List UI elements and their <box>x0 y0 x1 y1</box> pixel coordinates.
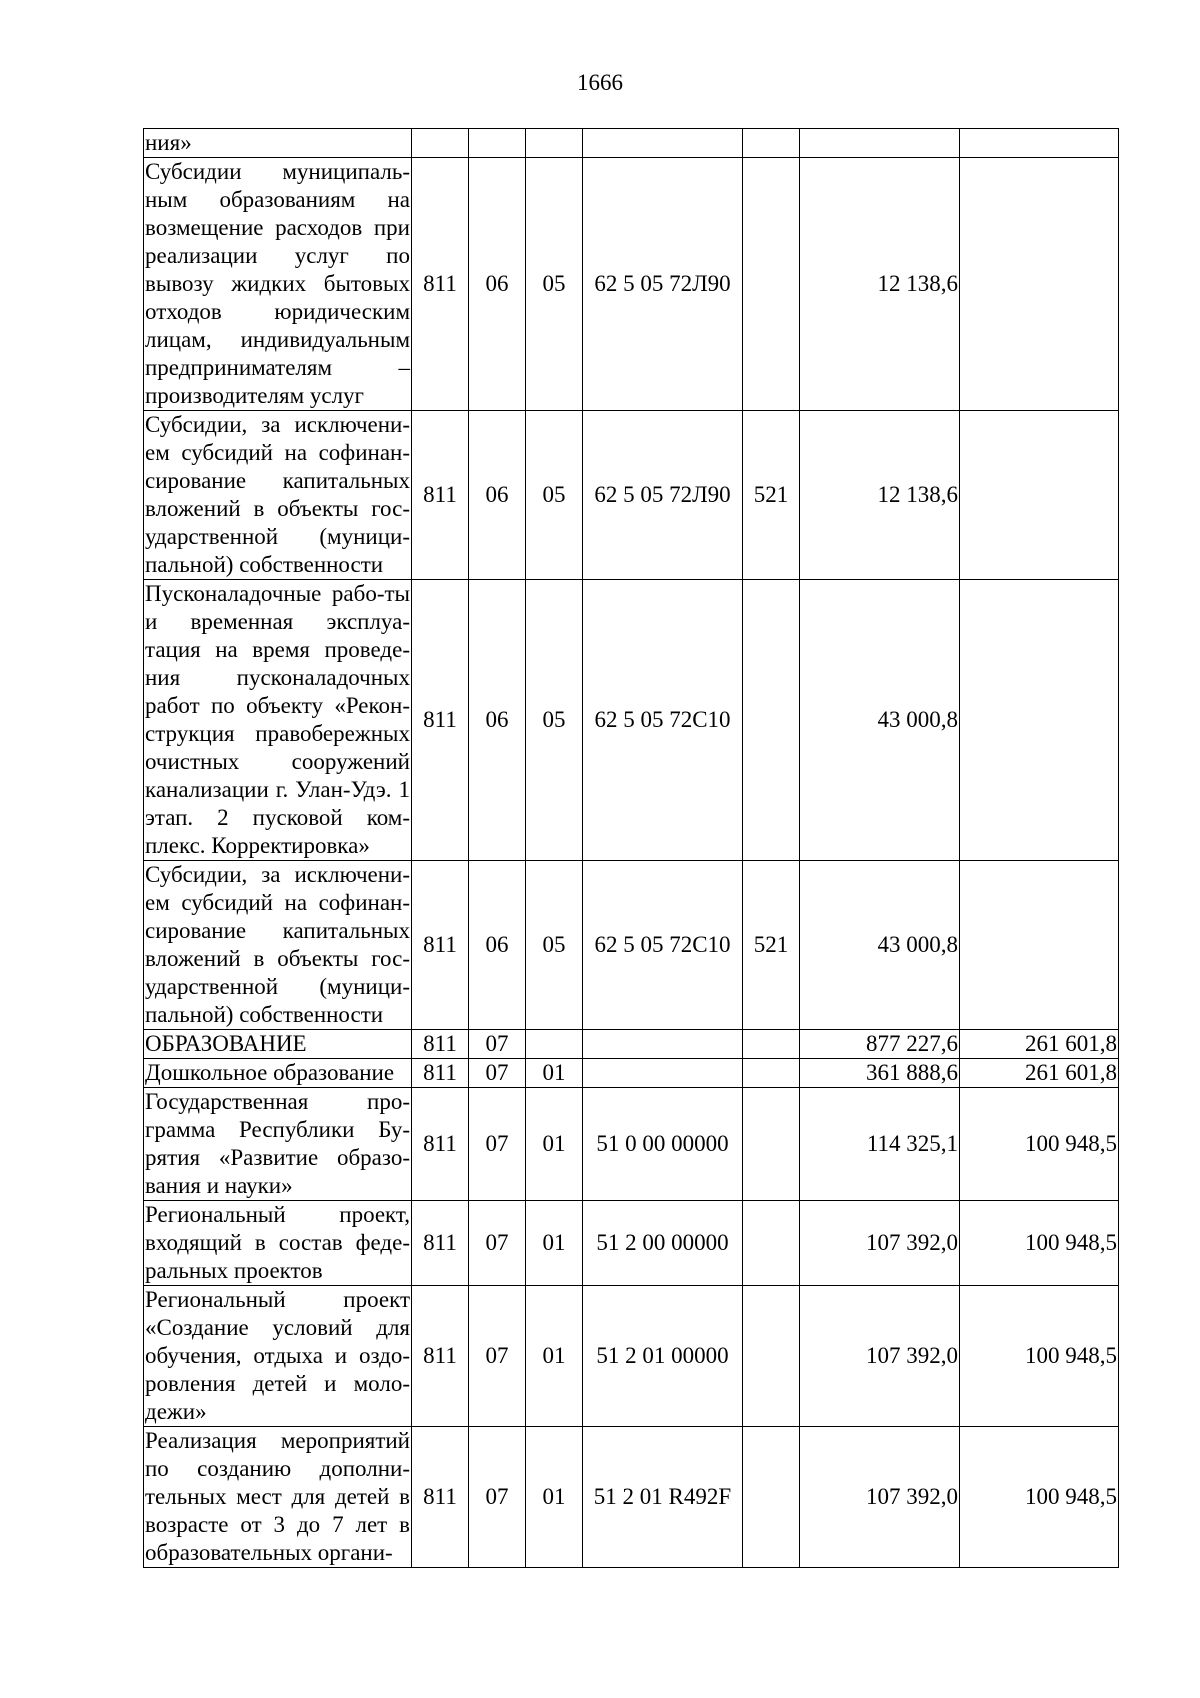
table-row <box>144 580 1119 861</box>
row-amount-1: 107 392,0 <box>800 1286 960 1427</box>
row-amount-2 <box>960 411 1119 580</box>
table-row <box>144 1030 1119 1059</box>
row-target-article: 51 2 01 00000 <box>583 1286 743 1427</box>
row-section-code: 06 <box>469 411 526 580</box>
row-section-code: 06 <box>469 861 526 1030</box>
row-ved-code: 811 <box>412 1286 469 1427</box>
table-row <box>144 158 1119 411</box>
table-row <box>144 1059 1119 1088</box>
row-subsection-code: 05 <box>526 411 583 580</box>
table-row <box>144 411 1119 580</box>
budget-table <box>143 128 1119 1568</box>
row-expense-type <box>743 129 800 158</box>
row-ved-code: 811 <box>412 1427 469 1568</box>
row-amount-2: 261 601,8 <box>960 1030 1119 1059</box>
table-row <box>144 1201 1119 1286</box>
row-amount-1: 12 138,6 <box>800 158 960 411</box>
table-body <box>144 129 1119 1568</box>
row-amount-1: 107 392,0 <box>800 1201 960 1286</box>
row-amount-1: 361 888,6 <box>800 1059 960 1088</box>
row-target-article: 62 5 05 72С10 <box>583 580 743 861</box>
row-ved-code: 811 <box>412 1088 469 1201</box>
row-amount-2 <box>960 861 1119 1030</box>
row-expense-type <box>743 1286 800 1427</box>
row-name: Субсидии муниципаль-ным образованиям на возмещение расходов при реализации услуг по вывозу жидких бытовых отходов юридическим лицам, индивидуальным предпринимателям – производителям услуг <box>144 158 412 411</box>
row-target-article: 62 5 05 72С10 <box>583 861 743 1030</box>
row-expense-type: 521 <box>743 411 800 580</box>
row-amount-2: 100 948,5 <box>960 1088 1119 1201</box>
row-expense-type <box>743 1201 800 1286</box>
row-amount-2: 100 948,5 <box>960 1286 1119 1427</box>
row-name: ния» <box>144 129 412 158</box>
row-target-article <box>583 129 743 158</box>
row-subsection-code: 01 <box>526 1059 583 1088</box>
row-name: Дошкольное образование <box>144 1059 412 1088</box>
row-section-code <box>469 129 526 158</box>
page-number: 1666 <box>577 70 623 95</box>
row-name: Субсидии, за исключени-ем субсидий на софинан-сирование капитальных вложений в объекты гос-ударственной (муници-пальной) собственности <box>144 861 412 1030</box>
row-amount-2 <box>960 158 1119 411</box>
row-target-article: 51 2 01 R492F <box>583 1427 743 1568</box>
row-subsection-code: 05 <box>526 158 583 411</box>
row-expense-type <box>743 1030 800 1059</box>
row-target-article <box>583 1059 743 1088</box>
row-ved-code: 811 <box>412 1201 469 1286</box>
row-ved-code: 811 <box>412 1030 469 1059</box>
row-subsection-code: 05 <box>526 861 583 1030</box>
row-target-article: 62 5 05 72Л90 <box>583 411 743 580</box>
row-subsection-code <box>526 1030 583 1059</box>
row-name: ОБРАЗОВАНИЕ <box>144 1030 412 1059</box>
table-row <box>144 129 1119 158</box>
row-expense-type <box>743 1088 800 1201</box>
row-amount-1: 43 000,8 <box>800 580 960 861</box>
row-subsection-code <box>526 129 583 158</box>
row-subsection-code: 05 <box>526 580 583 861</box>
row-expense-type <box>743 1427 800 1568</box>
row-ved-code: 811 <box>412 580 469 861</box>
row-section-code: 06 <box>469 580 526 861</box>
row-section-code: 07 <box>469 1030 526 1059</box>
row-amount-1 <box>800 129 960 158</box>
row-expense-type <box>743 158 800 411</box>
row-expense-type: 521 <box>743 861 800 1030</box>
table-row <box>144 861 1119 1030</box>
row-ved-code: 811 <box>412 861 469 1030</box>
row-ved-code: 811 <box>412 1059 469 1088</box>
row-amount-2 <box>960 129 1119 158</box>
row-amount-2: 100 948,5 <box>960 1427 1119 1568</box>
row-ved-code: 811 <box>412 158 469 411</box>
table-row <box>144 1286 1119 1427</box>
row-expense-type <box>743 1059 800 1088</box>
table-row <box>144 1427 1119 1568</box>
row-ved-code <box>412 129 469 158</box>
row-amount-2 <box>960 580 1119 861</box>
row-amount-1: 107 392,0 <box>800 1427 960 1568</box>
row-name: Пусконаладочные рабо-ты и временная эксплуа-тация на время проведе-ния пусконаладочных работ по объекту «Рекон-струкция правобережных очистных сооружений канализации г. Улан-Удэ. 1 этап. 2 пусковой ком-плекс. Корректировка» <box>144 580 412 861</box>
row-amount-2: 100 948,5 <box>960 1201 1119 1286</box>
row-target-article: 62 5 05 72Л90 <box>583 158 743 411</box>
row-name: Субсидии, за исключени-ем субсидий на софинан-сирование капитальных вложений в объекты гос-ударственной (муници-пальной) собственности <box>144 411 412 580</box>
row-amount-2: 261 601,8 <box>960 1059 1119 1088</box>
row-target-article: 51 0 00 00000 <box>583 1088 743 1201</box>
row-amount-1: 877 227,6 <box>800 1030 960 1059</box>
row-expense-type <box>743 580 800 861</box>
row-subsection-code: 01 <box>526 1427 583 1568</box>
row-subsection-code: 01 <box>526 1201 583 1286</box>
row-subsection-code: 01 <box>526 1286 583 1427</box>
table-row <box>144 1088 1119 1201</box>
row-ved-code: 811 <box>412 411 469 580</box>
row-name: Реализация мероприятий по созданию дополни-тельных мест для детей в возрасте от 3 до 7 лет в образовательных органи- <box>144 1427 412 1568</box>
row-subsection-code: 01 <box>526 1088 583 1201</box>
row-name: Региональный проект «Создание условий для обучения, отдыха и оздо-ровления детей и моло-дежи» <box>144 1286 412 1427</box>
row-section-code: 07 <box>469 1201 526 1286</box>
row-section-code: 07 <box>469 1088 526 1201</box>
row-amount-1: 43 000,8 <box>800 861 960 1030</box>
row-target-article <box>583 1030 743 1059</box>
row-amount-1: 12 138,6 <box>800 411 960 580</box>
row-section-code: 07 <box>469 1427 526 1568</box>
row-name: Региональный проект, входящий в состав феде-ральных проектов <box>144 1201 412 1286</box>
row-section-code: 07 <box>469 1286 526 1427</box>
row-name: Государственная про-грамма Республики Бу-рятия «Развитие образо-вания и науки» <box>144 1088 412 1201</box>
row-section-code: 06 <box>469 158 526 411</box>
row-amount-1: 114 325,1 <box>800 1088 960 1201</box>
row-section-code: 07 <box>469 1059 526 1088</box>
row-target-article: 51 2 00 00000 <box>583 1201 743 1286</box>
